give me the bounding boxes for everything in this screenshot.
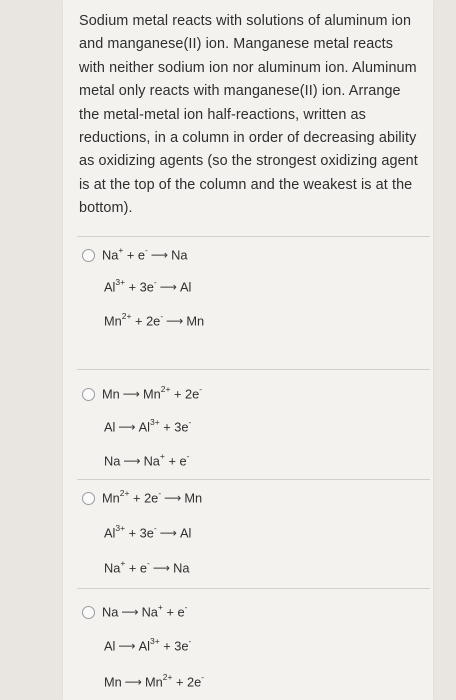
half-reaction: Na ⟶ Na+ + e- [102,602,188,620]
half-reaction: Al ⟶ $Al^{3+} + 3e^-$ [104,636,192,654]
arrow-icon: ⟶ [122,387,140,402]
half-reaction: Mn ⟶ $Mn^{2+} + 2e^-$ [104,672,205,690]
arrow-icon: ⟶ [152,561,171,576]
divider [77,236,430,237]
half-reaction: Na+ + e- ⟶ Na [102,245,188,263]
divider [77,588,430,589]
half-reaction: Al ⟶ $Al^{3+} + 3e^-$ [104,417,192,435]
half-reaction: $Mn^{2+} + 2e^-$ ⟶ Mn [102,488,203,506]
radio-button[interactable] [82,606,95,619]
arrow-icon: ⟶ [123,454,141,469]
divider [77,479,430,480]
half-reaction: $Al^{3+} + 3e^-$ ⟶ Al [104,523,192,541]
half-reaction: $Al^{3+} + 3e^-$ ⟶ Al [104,277,192,295]
arrow-icon: ⟶ [124,675,142,690]
half-reaction: $Mn^{2+} + 2e^-$ ⟶ Mn [104,311,205,329]
half-reaction: Mn ⟶ $Mn^{2+} + 2e^-$ [102,384,203,402]
arrow-icon: ⟶ [121,605,139,620]
half-reaction: Na ⟶ Na+ + e- [104,451,190,469]
arrow-icon: ⟶ [118,420,136,435]
arrow-icon: ⟶ [150,248,169,263]
radio-button[interactable] [82,249,95,262]
arrow-icon: ⟶ [159,280,177,295]
divider [77,369,430,370]
half-reaction: Na+ + e- ⟶ Na [104,558,190,576]
radio-button[interactable] [82,388,95,401]
arrow-icon: ⟶ [118,639,136,654]
arrow-icon: ⟶ [166,314,184,329]
question-text: Sodium metal reacts with solutions of aluminum ion and manganese(II) ion. Manganese metal reacts with neither sodium ion nor aluminum ion. Aluminum metal only reacts with manganese(II) ion. Arrange the metal-metal ion half-reactions, written as reductions, in a column in order of decreasing ability as oxidizing agents (so the strongest oxidizing agent is at the top of the column and the weakest is at the bottom). [79,13,418,217]
radio-button[interactable] [82,492,95,505]
arrow-icon: ⟶ [164,491,182,506]
arrow-icon: ⟶ [159,526,177,541]
